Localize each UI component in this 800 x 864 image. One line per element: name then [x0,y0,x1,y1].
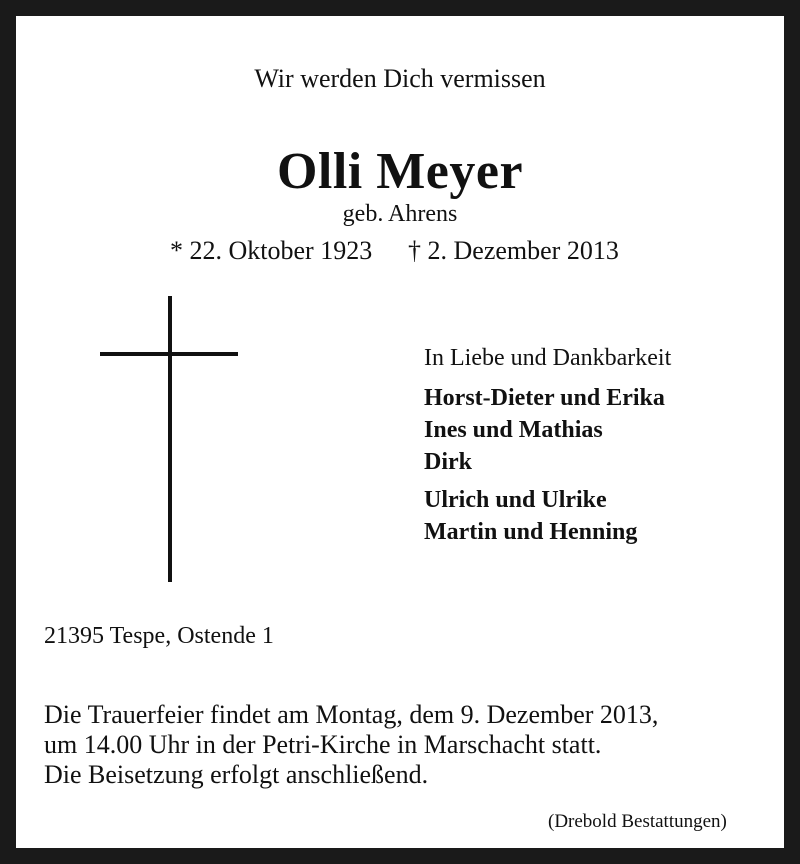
mourner-name: Dirk [424,449,472,475]
mourner-name: Martin und Henning [424,519,638,545]
mourner-name: Horst-Dieter und Erika [424,385,665,411]
service-line: Die Trauerfeier findet am Montag, dem 9. Dezember 2013, [44,700,659,729]
address: 21395 Tespe, Ostende 1 [44,623,274,649]
cross-horizontal-bar [100,352,238,356]
birth-date: * 22. Oktober 1923 [170,236,373,265]
service-line: um 14.00 Uhr in der Petri-Kirche in Marschacht statt. [44,730,602,759]
deceased-name: Olli Meyer [276,143,524,200]
thanks-line: In Liebe und Dankbarkeit [424,345,672,371]
mourner-name: Ines und Mathias [424,417,603,443]
funeral-home-credit: (Drebold Bestattungen) [548,811,727,832]
cross-vertical-bar [168,296,172,582]
birth-name: geb. Ahrens [342,201,458,227]
motto: Wir werden Dich vermissen [254,64,546,93]
death-date: † 2. Dezember 2013 [408,236,619,265]
service-line: Die Beisetzung erfolgt anschließend. [44,760,429,789]
mourner-name: Ulrich und Ulrike [424,487,607,513]
